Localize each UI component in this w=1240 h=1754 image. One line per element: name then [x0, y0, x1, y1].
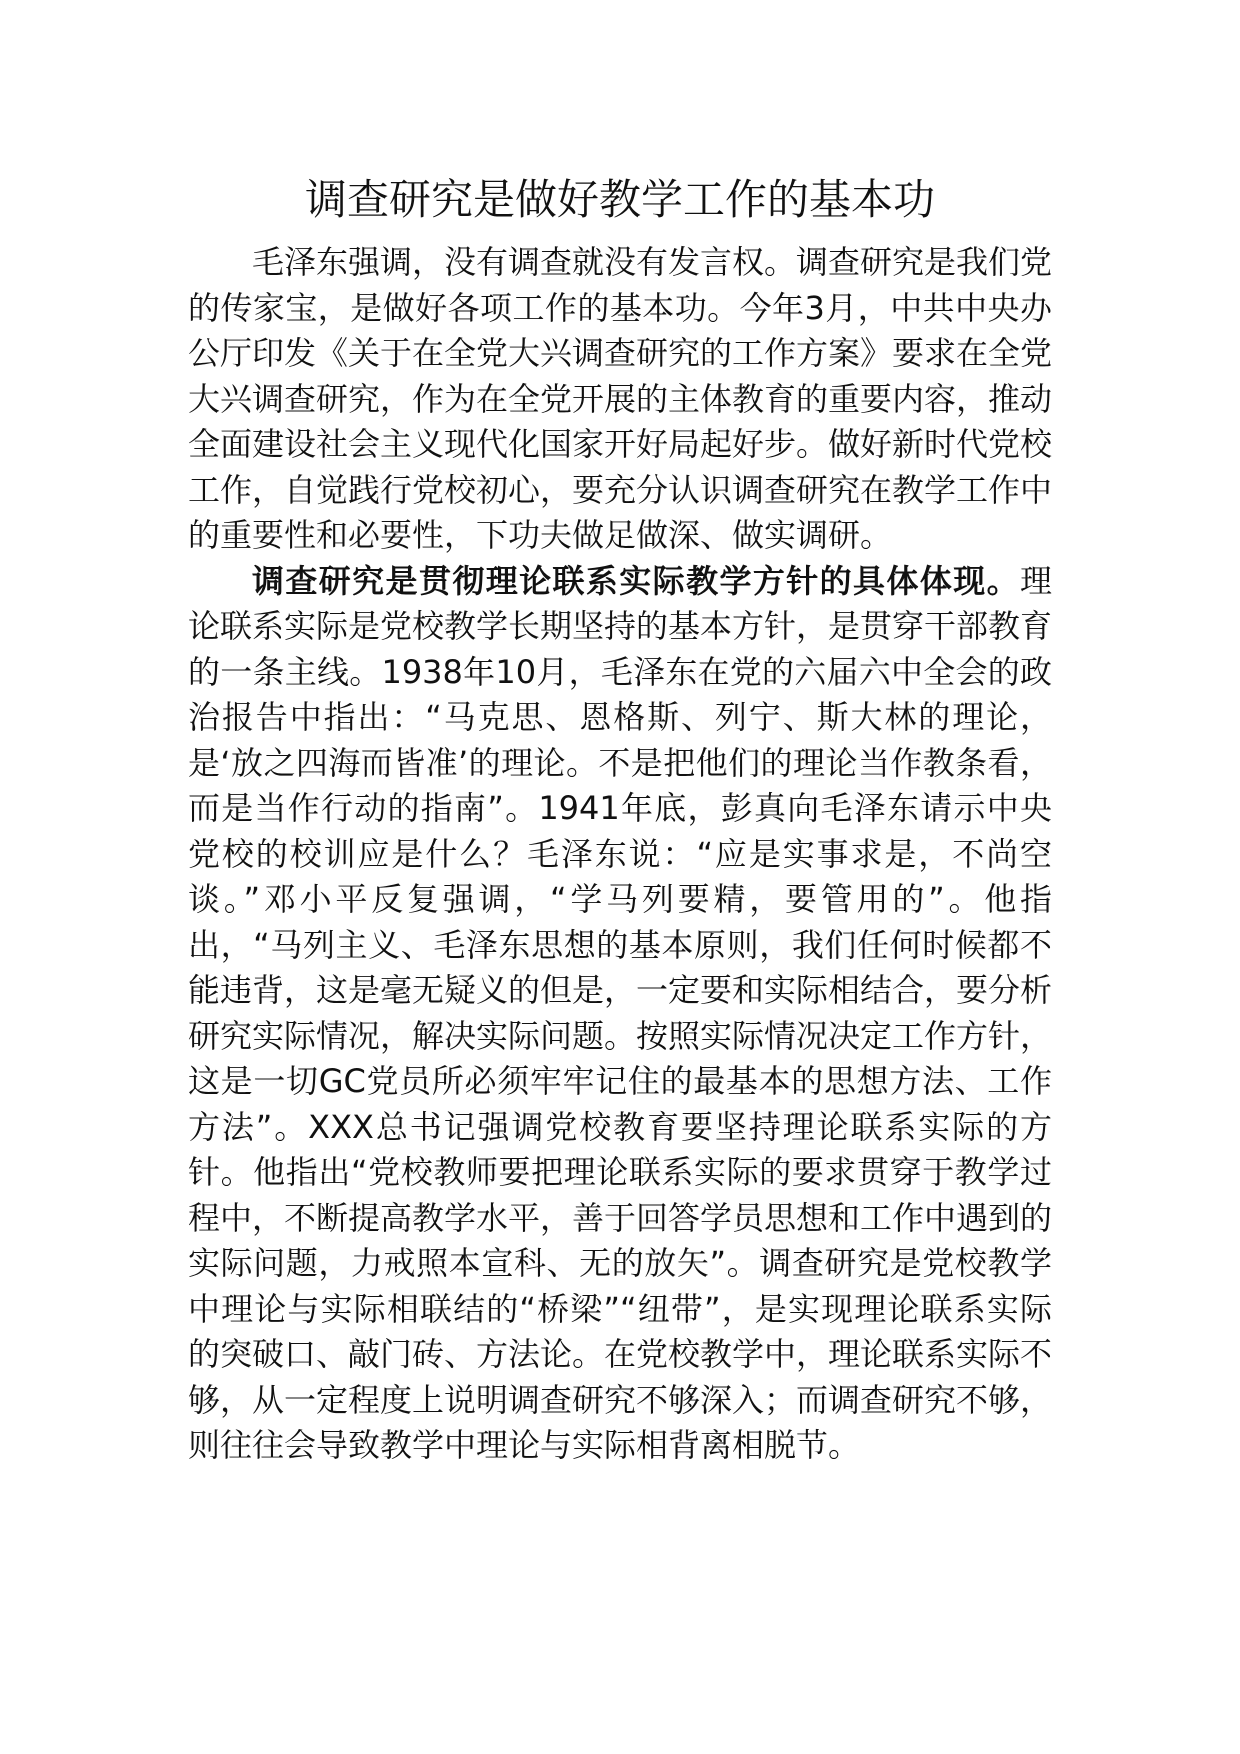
paragraph-lead-sentence: 调查研究是贯彻理论联系实际教学方针的具体体现。 — [252, 561, 1020, 600]
paragraph-theory-practice — [188, 559, 1052, 1469]
paragraph-intro: 毛泽东强调，没有调查就没有发言权。调查研究是我们党的传家宝，是做好各项工作的基本功。今年3月，中共中央办公厅印发《关于在全党大兴调查研究的工作方案》要求在全党大兴调查研究，作为在全党开展的主体教育的重要内容，推动全面建设社会主义现代化国家开好局起好步。做好新时代党校工作，自觉践行党校初心，要充分认识调查研究在教学工作中的重要性和必要性，下功夫做足做深、做实调研。 — [188, 243, 1053, 554]
paragraph-body-text: 理论联系实际是党校教学长期坚持的基本方针，是贯穿干部教育的一条主线。1938年10月，毛泽东在党的六届六中全会的政治报告中指出：“马克思、恩格斯、列宁、斯大林的理论，是‘放之四海而皆准’的理论。不是把他们的理论当作教条看，而是当作行动的指南”。1941年底，彭真向毛泽东请示中央党校的校训应是什么？毛泽东说：“应是实事求是，不尚空谈。”邓小平反复强调，“学马列要精，要管用的”。他指出，“马列主义、毛泽东思想的基本原则，我们任何时候都不能违背，这是毫无疑义的但是，一定要和实际相结合，要分析研究实际情况，解决实际问题。按照实际情况决定工作方针，这是一切GC党员所必须牢牢记住的最基本的思想方法、工作方法”。XXX总书记强调党校教育要坚持理论联系实际的方针。他指出“党校教师要把理论联系实际的要求贯穿于教学过程中，不断提高教学水平，善于回答学员思想和工作中遇到的实际问题，力戒照本宣科、无的放矢”。调查研究是党校教学中理论与实际相联结的“桥梁”“纽带”，是实现理论联系实际的突破口、敲门砖、方法论。在党校教学中，理论联系实际不够，从一定程度上说明调查研究不够深入；而调查研究不够，则往往会导致教学中理论与实际相背离相脱节。 — [188, 561, 1053, 1464]
document-body — [188, 240, 1052, 1469]
document-title: 调查研究是做好教学工作的基本功 — [304, 175, 935, 224]
